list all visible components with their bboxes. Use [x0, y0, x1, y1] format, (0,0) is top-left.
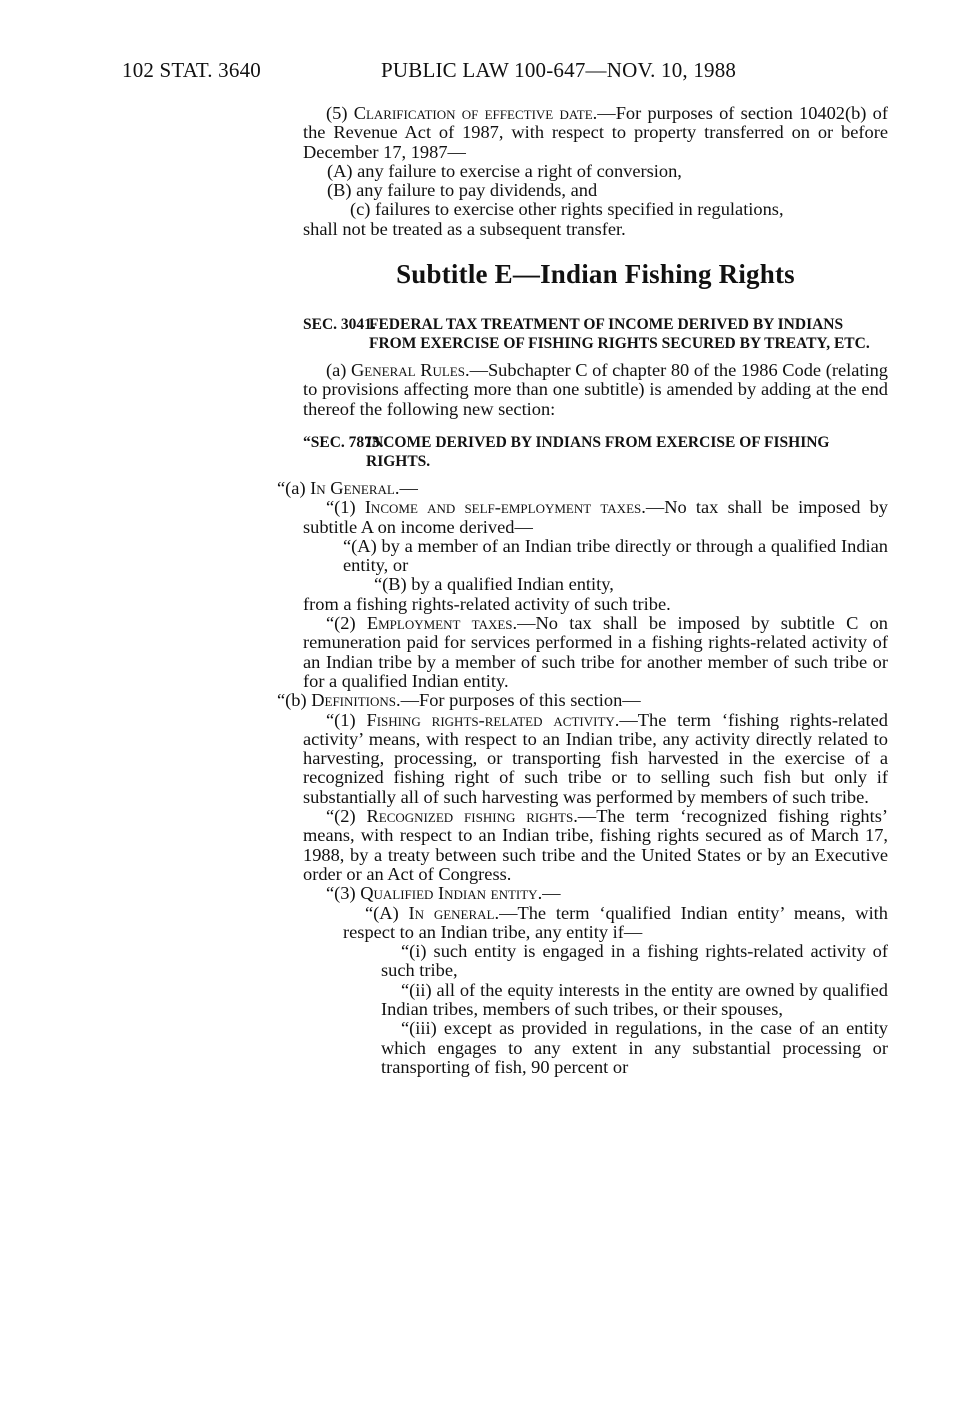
paragraph-5: (5) Clarification of effective date.—For purposes of section 10402(b) of the Revenue Act of 1987, with respect to property transferred on or before December 17, 1987— [303, 103, 888, 162]
clause-i: “(i) such entity is engaged in a fishing rights-related activity of such tribe, [381, 941, 888, 981]
subsection-b-definitions: “(b) Definitions.—For purposes of this section— [277, 690, 641, 711]
clause-b: (B) any failure to pay dividends, and [327, 180, 598, 201]
clause-iii: “(iii) except as provided in regulations, in the case of an entity which engages to any extent in any substantial processing or transporting of fish, 90 percent or [381, 1018, 888, 1077]
definition-1: “(1) Fishing rights-related activity.—The term ‘fishing rights-related activity’ means, with respect to an Indian tribe, any activity directly related to harvesting, processing, or transporting fish harvested in the exercise of a recognized fishing right of such tribe or to selling such fish but only if substantially all of such harvesting was performed by members of such tribe. [303, 709, 888, 807]
paragraph-heading: Definitions. [311, 690, 401, 711]
definition-2: “(2) Recognized fishing rights.—The term ‘recognized fishing rights’ means, with respect to an Indian tribe, fishing rights secured as of March 17, 1988, by a treaty between such tribe and the United States or by an Executive order or an Act of Congress. [303, 806, 888, 884]
clause-a: (A) any failure to exercise a right of conversion, [327, 160, 682, 181]
subsection-a-in-general: “(a) In General.— [277, 477, 418, 498]
section-7873-heading [303, 433, 888, 471]
paragraph-heading: In general. [408, 902, 500, 923]
section-3041-heading [303, 315, 888, 353]
closing-text: shall not be treated as a subsequent transfer. [303, 218, 626, 239]
section-title: INCOME DERIVED BY INDIANS FROM EXERCISE OF FISHING RIGHTS. [366, 433, 830, 470]
section-number: “SEC. 7873. [303, 433, 384, 451]
public-law-header: PUBLIC LAW 100-647—NOV. 10, 1988 [381, 58, 737, 82]
paragraph-heading: Fishing rights-related activity. [366, 709, 620, 730]
page-citation: 102 STAT. 3640 [122, 58, 261, 82]
paragraph-2-employment-taxes: “(2) Employment taxes.—No tax shall be imposed by subtitle C on remuneration paid for services performed in a fishing rights-related activity of an Indian tribe by a member of such tribe for another member of such tribe or for a qualified Indian entity. [303, 613, 888, 691]
closing-text: from a fishing rights-related activity of such tribe. [303, 593, 671, 614]
paragraph-1-income-taxes: “(1) Income and self-employment taxes.—No tax shall be imposed by subtitle A on income derived— [303, 497, 888, 537]
subsection-a-general-rules: (a) General Rules.—Subchapter C of chapter 80 of the 1986 Code (relating to provisions affecting more than one subtitle) is amended by adding at the end thereof the following new section: [303, 360, 888, 419]
paragraph-heading: In General. [310, 477, 400, 498]
paragraph-heading: Income and self-employment taxes. [364, 497, 646, 518]
clause-c: (c) failures to exercise other rights specified in regulations, [350, 199, 784, 220]
subtitle-heading: Subtitle E—Indian Fishing Rights [396, 259, 795, 290]
paragraph-heading: Clarification of effective date. [353, 103, 598, 123]
paragraph-heading: Recognized fishing rights. [366, 806, 578, 827]
clause-a: “(A) by a member of an Indian tribe directly or through a qualified Indian entity, or [343, 535, 888, 576]
section-number: SEC. 3041. [303, 316, 376, 334]
paragraph-heading: Employment taxes. [366, 613, 518, 634]
text-column [277, 103, 888, 1077]
definition-3: “(3) Qualified Indian entity.— [326, 883, 561, 904]
clause-b: “(B) by a qualified Indian entity, [374, 574, 614, 595]
paragraph-heading: General Rules. [351, 360, 470, 381]
paragraph-heading: Qualified Indian entity. [360, 883, 543, 904]
definition-3-a: “(A) In general.—The term ‘qualified Indian entity’ means, with respect to an Indian tribe, any entity if— [343, 902, 888, 942]
clause-ii: “(ii) all of the equity interests in the entity are owned by qualified Indian tribes, members of such tribes, or their spouses, [381, 979, 888, 1019]
section-title: FEDERAL TAX TREATMENT OF INCOME DERIVED BY INDIANS FROM EXERCISE OF FISHING RIGHTS SECURED BY TREATY, ETC. [369, 316, 870, 353]
